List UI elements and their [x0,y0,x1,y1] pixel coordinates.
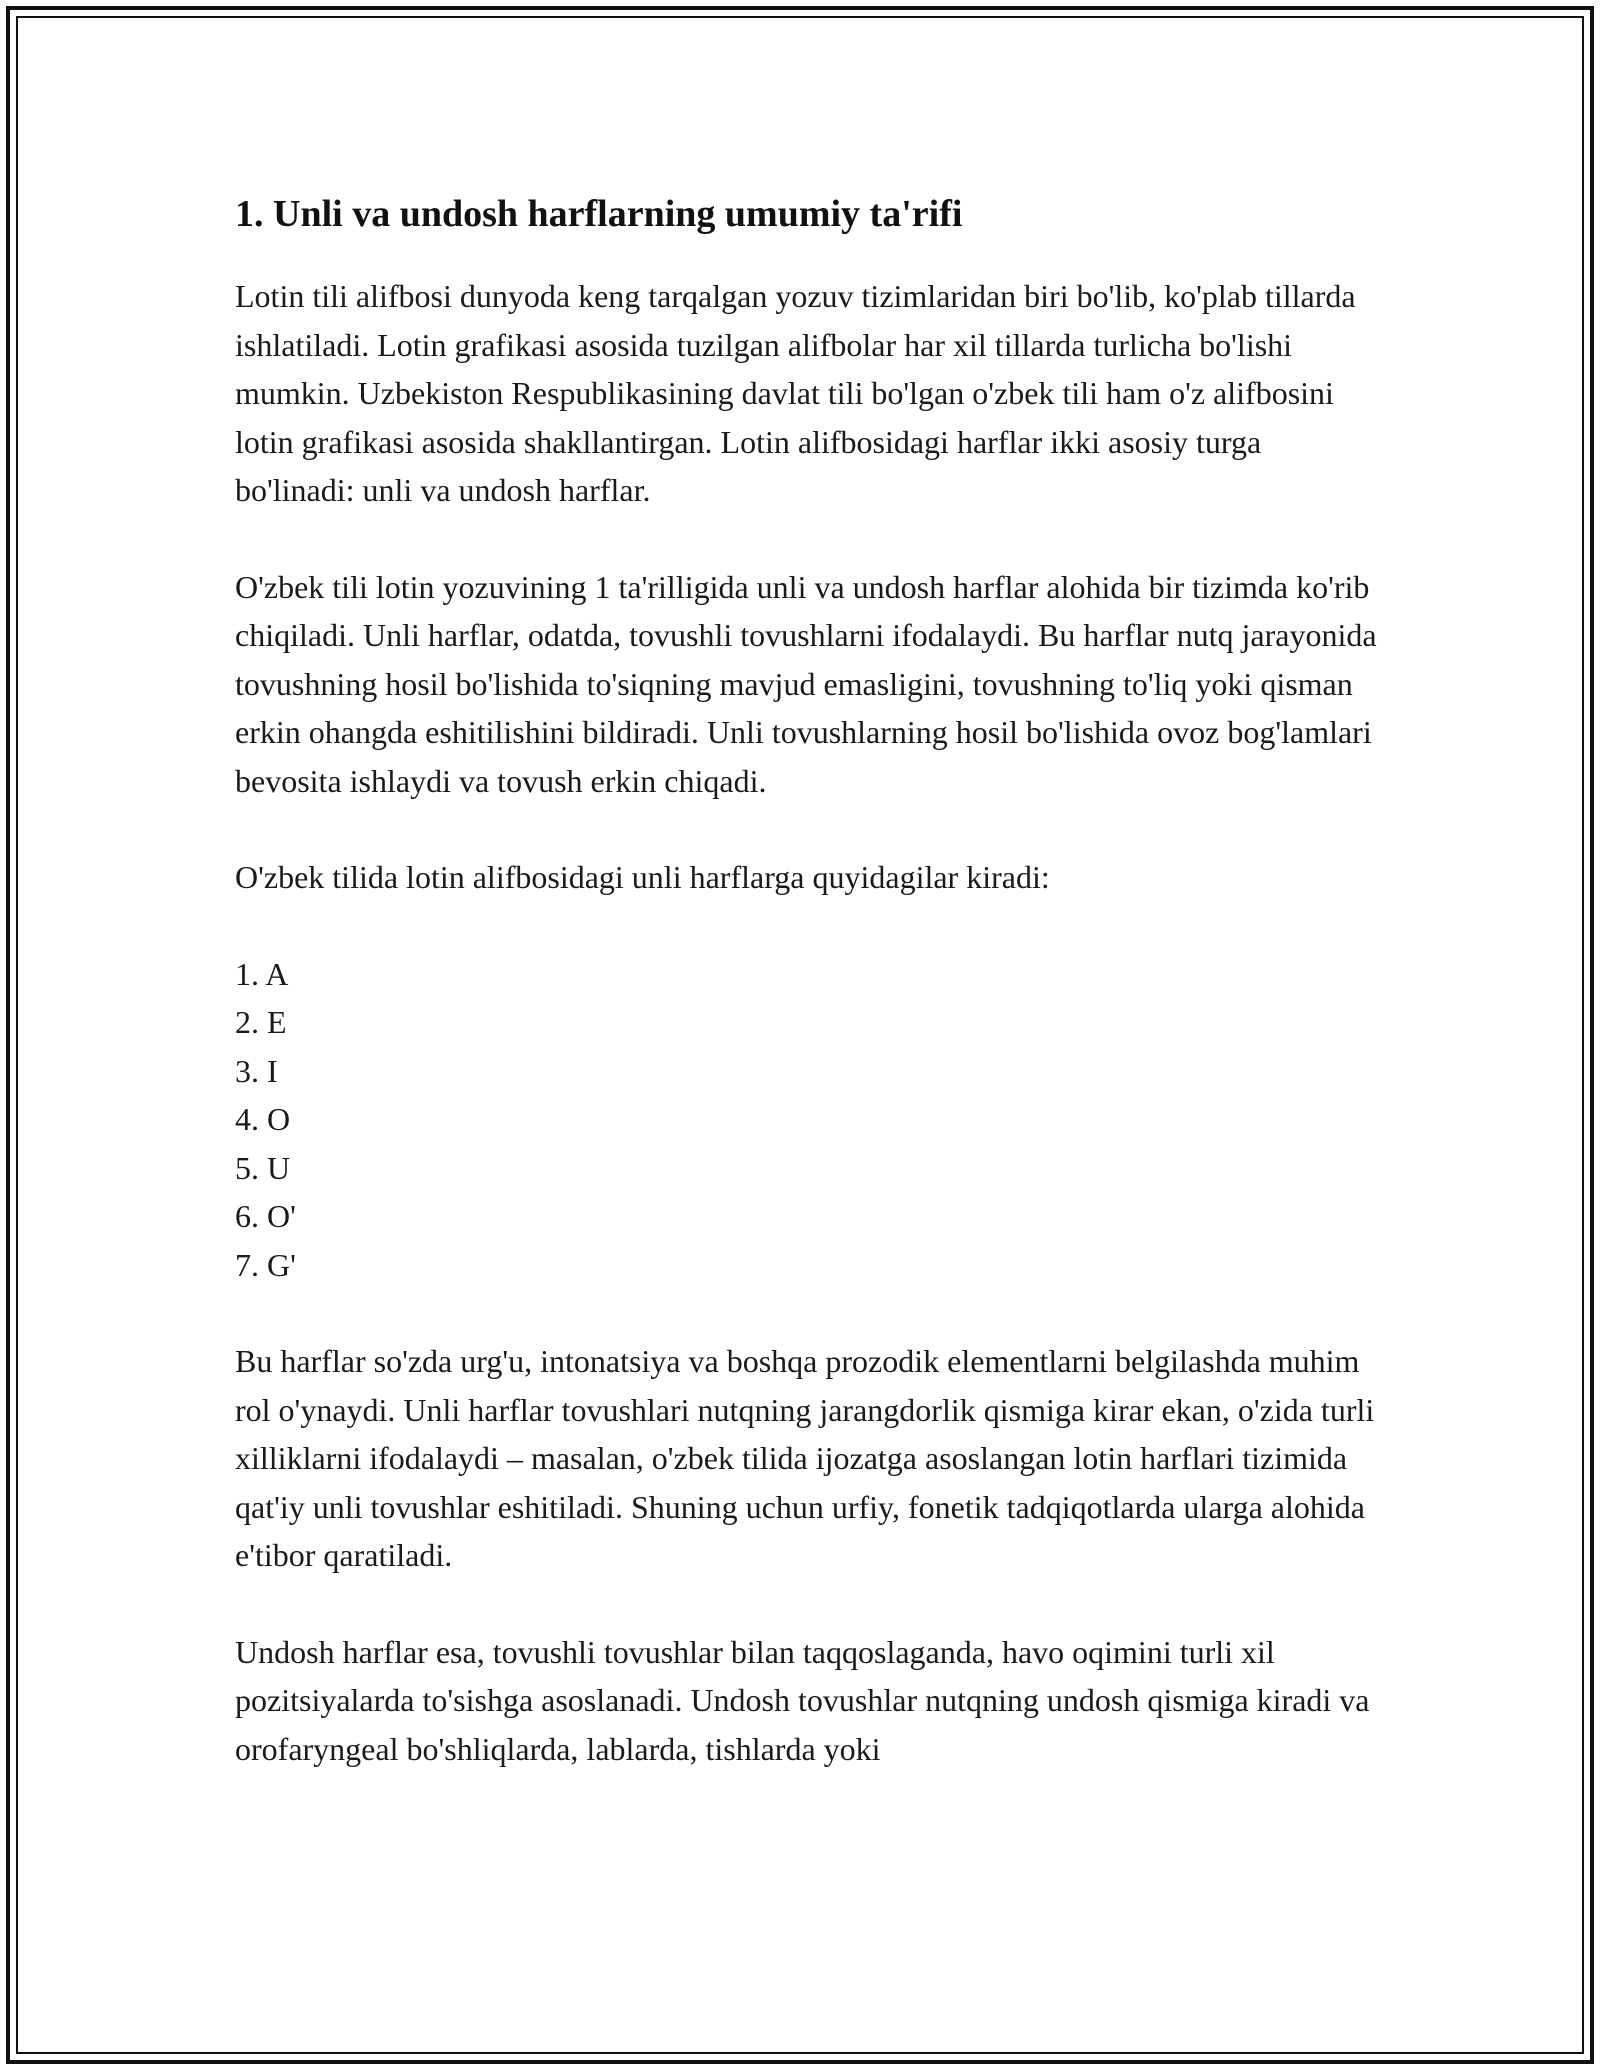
list-item: 3. I [235,1052,278,1089]
paragraph-vowels-definition: O'zbek tili lotin yozuvining 1 ta'rilligida unli va undosh harflar alohida bir tizimda ko'rib chiqiladi. Unli harflar, odatda, tovushli tovushlarni ifodalaydi. Bu harflar nutq jarayonida tovushning hosil bo'lishida to'siqning mavjud emasligini, tovushning to'liq yoki qisman erkin ohangda eshitilishini bildiradi. Unli tovushlarning hosil bo'lishida ovoz bog'lamlari bevosita ishlaydi va tovush erkin chiqadi. [235,568,1377,799]
list-item: 2. E [235,1004,287,1040]
vowel-list [235,950,1385,1290]
document-body [235,186,1385,1821]
list-item: 4. O [235,1101,291,1137]
section-heading: 1. Unli va undosh harflarning umumiy ta'rifi [235,193,963,235]
paragraph-consonants: Undosh harflar esa, tovushli tovushlar bilan taqqoslaganda, havo oqimini turli xil pozitsiyalarda to'sishga asoslanadi. Undosh tovushlar nutqning undosh qismiga kiradi va orofaryngeal bo'shliqlarda, lablarda, tishlarda yoki [235,1633,1370,1767]
list-item: 1. A [235,955,289,992]
list-item: 5. U [235,1149,291,1186]
paragraph-intro: Lotin tili alifbosi dunyoda keng tarqalgan yozuv tizimlaridan biri bo'lib, ko'plab tillarda ishlatiladi. Lotin grafikasi asosida tuzilgan alifbolar har xil tillarda turlicha bo'lishi mumkin. Uzbekiston Respublikasining davlat tili bo'lgan o'zbek tili ham o'z alifbosini lotin grafikasi asosida shakllantirgan. Lotin alifbosidagi harflar ikki asosiy turga bo'linadi: unli va undosh harflar. [235,278,1356,508]
paragraph-vowel-list-intro: O'zbek tilida lotin alifbosidagi unli harflarga quyidagilar kiradi: [235,859,1050,895]
paragraph-vowel-role: Bu harflar so'zda urg'u, intonatsiya va boshqa prozodik elementlarni belgilashda muhim rol o'ynaydi. Unli harflar tovushlari nutqning jarangdorlik qismiga kirar ekan, o'zida turli xilliklarni ifodalaydi – masalan, o'zbek tilida ijozatga asoslangan lotin harflari tizimida qat'iy unli tovushlar eshitiladi. Shuning uchun urfiy, fonetik tadqiqotlarda ularga alohida e'tibor qaratiladi. [235,1343,1375,1573]
list-item: 7. G' [235,1246,296,1283]
list-item: 6. O' [235,1198,296,1234]
